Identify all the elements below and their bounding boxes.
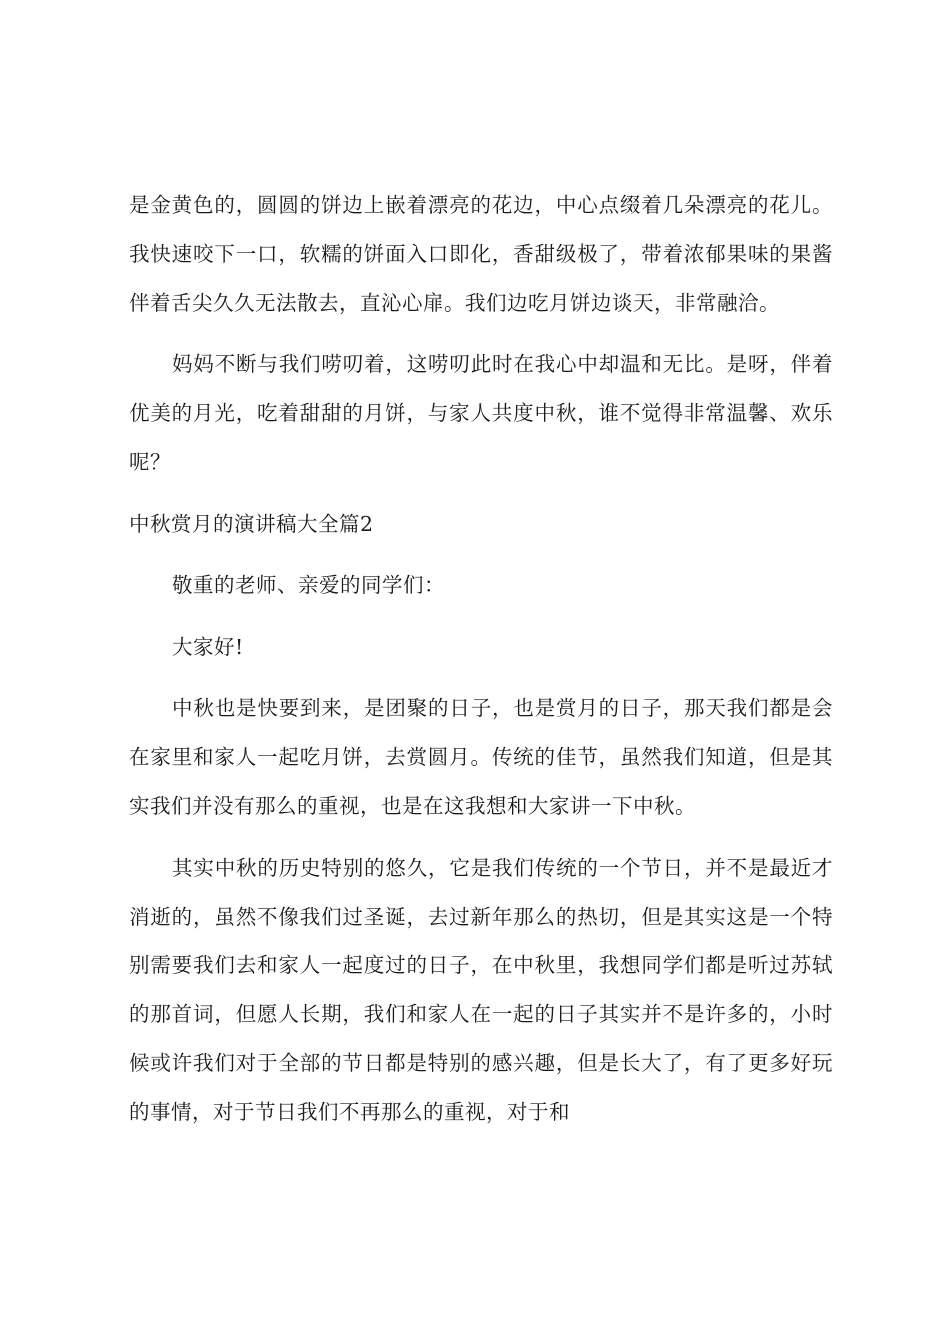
paragraph-mother-chatting: 妈妈不断与我们唠叨着，这唠叨此时在我心中却温和无比。是呀，伴着优美的月光，吃着甜甜的月饼，与家人共度中秋，谁不觉得非常温馨、欢乐呢？ xyxy=(129,352,833,474)
paragraph-moon-cake-description: 是金黄色的，圆圆的饼边上嵌着漂亮的花边，中心点缀着几朵漂亮的花儿。我快速咬下一口，软糯的饼面入口即化，香甜级极了，带着浓郁果味的果酱伴着舌尖久久无法散去，直沁心扉。我们边吃月饼边谈天，非常融洽。 xyxy=(129,193,833,315)
paragraph-greeting: 大家好! xyxy=(172,634,244,659)
paragraph-salutation: 敬重的老师、亲爱的同学们： xyxy=(172,572,446,597)
paragraph-mid-autumn-history: 其实中秋的历史特别的悠久，它是我们传统的一个节日，并不是最近才消逝的，虽然不像我们过圣诞，去过新年那么的热切，但是其实这是一个特别需要我们去和家人一起度过的日子，在中秋里，我想同学们都是听过苏轼的那首词，但愿人长期，我们和家人在一起的日子其实并不是许多的，小时候或许我们对于全部的节日都是特别的感兴趣，但是长大了，有了更多好玩的事情，对于节日我们不再那么的重视，对于和 xyxy=(129,855,833,1124)
paragraph-mid-autumn-intro: 中秋也是快要到来，是团聚的日子，也是赏月的日子，那天我们都是会在家里和家人一起吃月饼，去赏圆月。传统的佳节，虽然我们知道，但是其实我们并没有那么的重视，也是在这我想和大家讲一下中秋。 xyxy=(129,696,833,818)
document-body xyxy=(129,181,833,1150)
section-title: 中秋赏月的演讲稿大全篇2 xyxy=(129,511,374,536)
